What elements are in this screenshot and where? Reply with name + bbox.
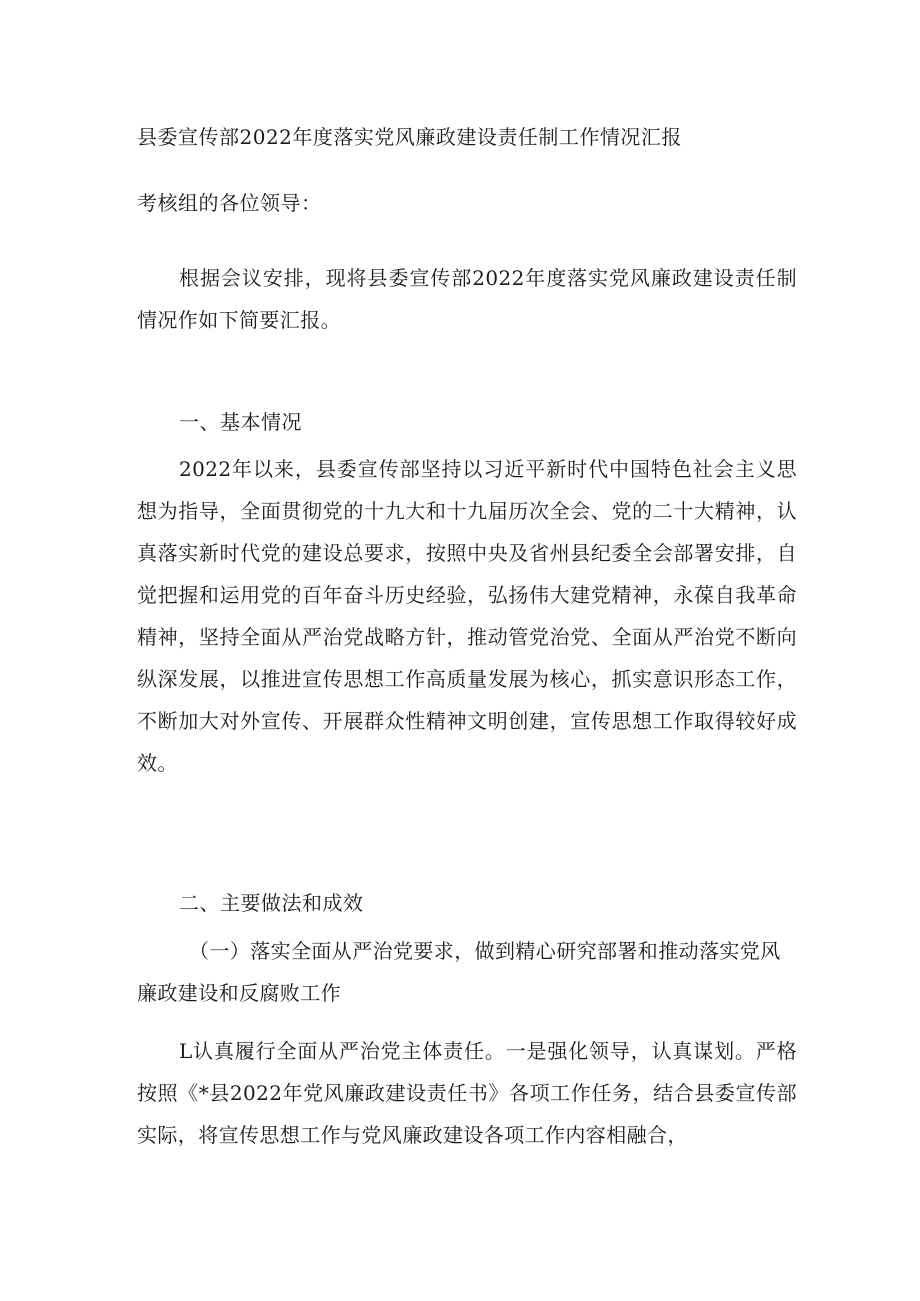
document-title: 县委宣传部2022年度落实党风廉政建设责任制工作情况汇报 [137, 125, 682, 149]
intro-paragraph: 根据会议安排，现将县委宣传部2022年度落实党风廉政建设责任制情况作如下简要汇报。 [137, 266, 797, 332]
salutation: 考核组的各位领导： [137, 191, 322, 215]
subsection-1-heading: （一）落实全面从严治党要求，做到精心研究部署和推动落实党风廉政建设和反腐败工作 [137, 939, 781, 1005]
section-2-heading: 二、主要做法和成效 [179, 891, 364, 915]
section-1-paragraph: 2022年以来，县委宣传部坚持以习近平新时代中国特色社会主义思想为指导，全面贯彻党的十九大和十九届历次全会、党的二十大精神，认真落实新时代党的建设总要求，按照中央及省州县纪委全会部署安排，自觉把握和运用党的百年奋斗历史经验，弘扬伟大建党精神，永葆自我革命精神，坚持全面从严治党战略方针，推动管党治党、全面从严治党不断向纵深发展，以推进宣传思想工作高质量发展为核心，抓实意识形态工作，不断加大对外宣传、开展群众性精神文明创建，宣传思想工作取得较好成效。 [137, 457, 797, 775]
item-1-paragraph: L认真履行全面从严治党主体责任。一是强化领导，认真谋划。严格按照《*县2022年党风廉政建设责任书》各项工作任务，结合县委宣传部实际，将宣传思想工作与党风廉政建设各项工作内容相融合， [137, 1039, 797, 1147]
section-1-heading: 一、基本情况 [179, 410, 302, 434]
